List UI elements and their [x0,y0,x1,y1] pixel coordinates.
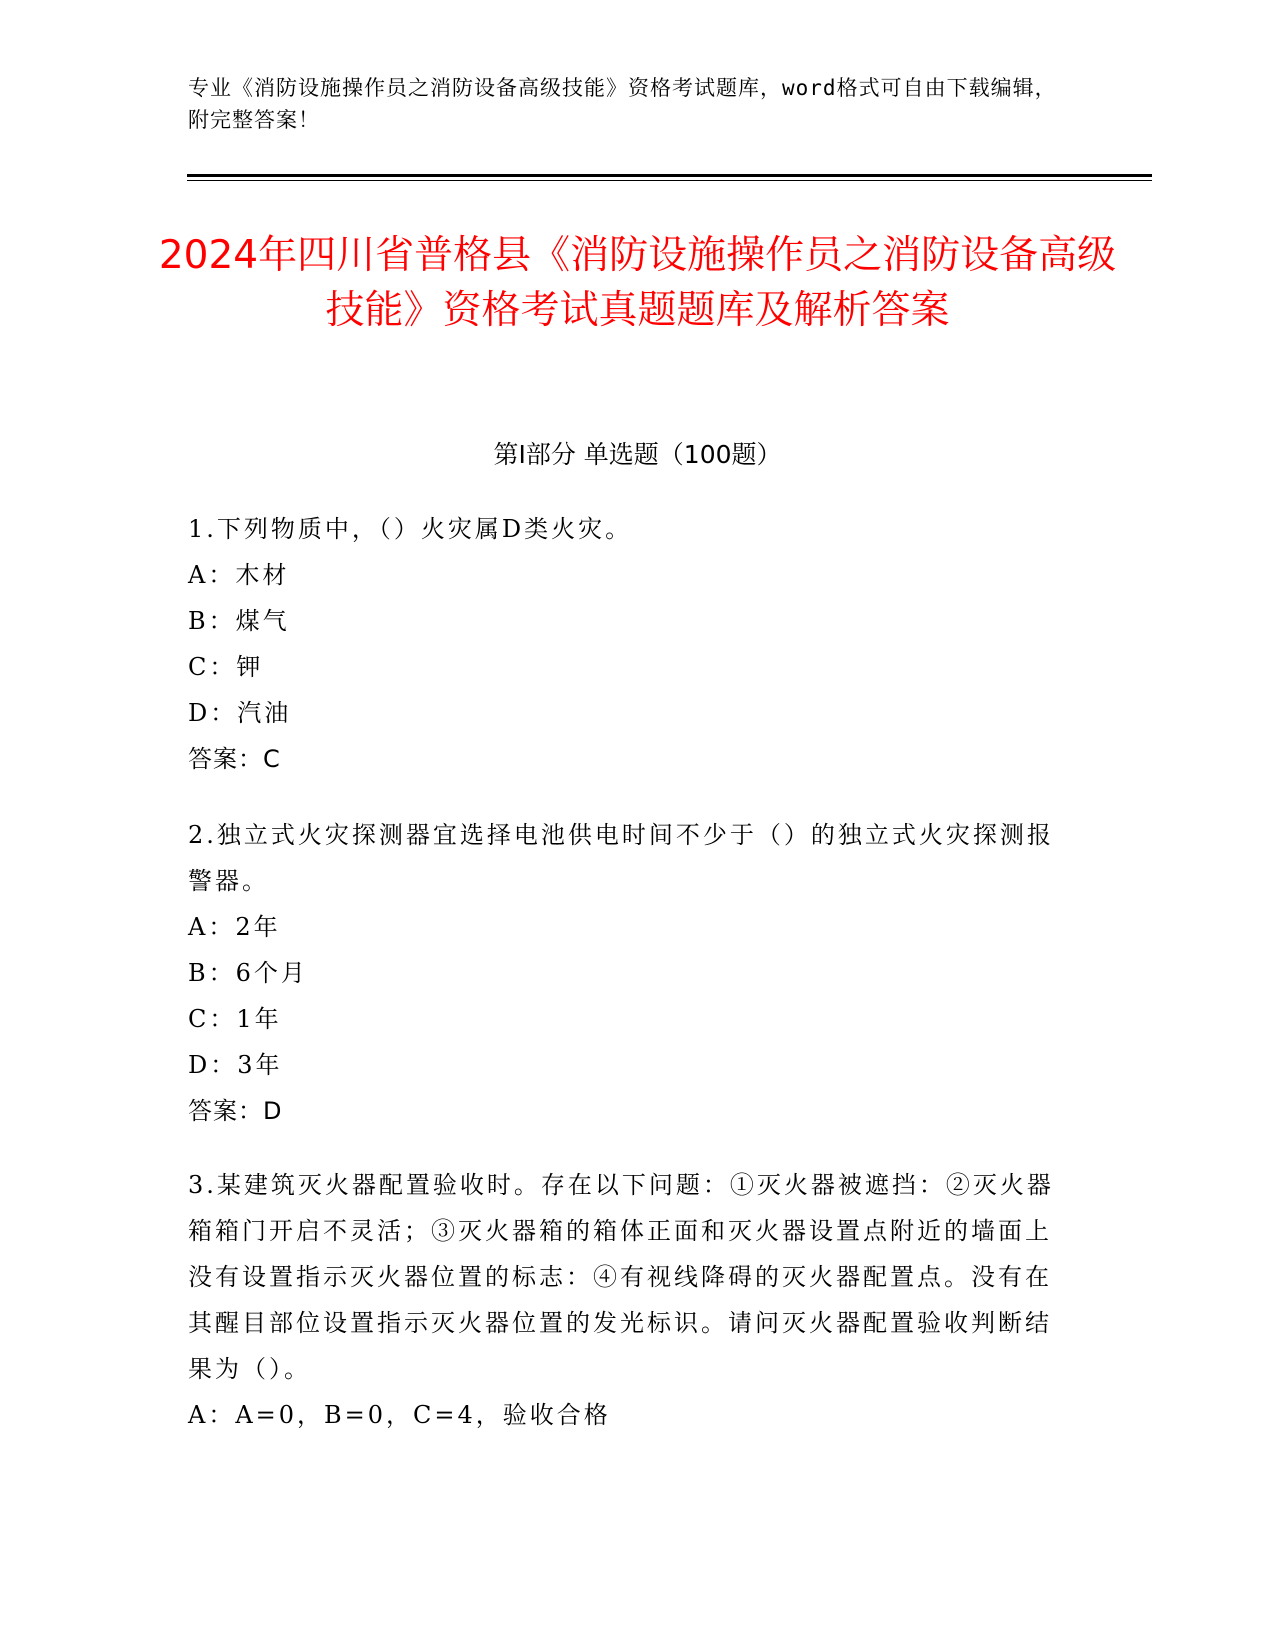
option-c: C：1年 [188,1005,282,1033]
question-stem: 3.某建筑灭火器配置验收时。存在以下问题：①灭火器被遮挡：②灭火器箱箱门开启不灵活；③灭火器箱的箱体正面和灭火器设置点附近的墙面上没有设置指示灭火器位置的标志：④有视线降碍的灭火器配置点。没有在其醒目部位设置指示灭火器位置的发光标识。请问灭火器配置验收判断结果为（）。 [188,1171,1054,1383]
option-b: B：煤气 [188,607,290,635]
question-stem: 2.独立式火灾探测器宜选择电池供电时间不少于（）的独立式火灾探测报警器。 [188,821,1054,895]
option-d: D：汽油 [188,699,292,727]
question-1 [188,506,1068,782]
answer-line: 答案：C [188,745,281,773]
option-a: A：木材 [188,561,290,589]
section-heading: 第I部分 单选题（100题） [493,440,782,469]
question-2 [188,812,1068,1134]
answer-line: 答案：D [188,1097,283,1125]
question-stem: 1.下列物质中，（）火灾属D类火灾。 [188,515,633,543]
question-3 [188,1162,1068,1438]
option-a: A：2年 [188,913,281,941]
header-divider-thick [187,174,1152,177]
header-note: 专业《消防设施操作员之消防设备高级技能》资格考试题库，word格式可自由下载编辑，附完整答案！ [188,76,1057,132]
header-divider-thin [187,180,1152,181]
option-d: D：3年 [188,1051,283,1079]
option-a: A：A=0，B=0，C=4，验收合格 [188,1401,611,1429]
option-b: B：6个月 [188,959,308,987]
document-title: 2024年四川省普格县《消防设施操作员之消防设备高级技能》资格考试真题题库及解析答案 [158,233,1117,333]
option-c: C：钾 [188,653,264,681]
